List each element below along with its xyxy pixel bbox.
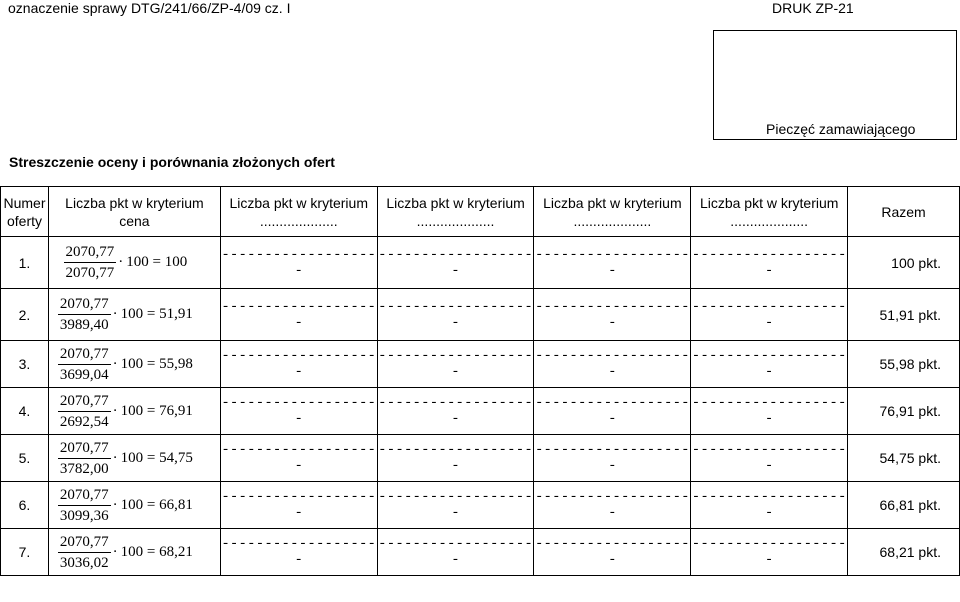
- criterion-3-value: -------------------: [534, 289, 691, 341]
- fraction: [58, 486, 111, 525]
- offer-number: 6.: [1, 482, 49, 529]
- offer-number: 7.: [1, 529, 49, 576]
- header-total: Razem: [848, 187, 960, 237]
- criterion-3-value: -------------------: [534, 388, 691, 435]
- header-criterion-3: Liczba pkt w kryterium ....................: [534, 187, 691, 237]
- fraction: [58, 439, 111, 478]
- price-formula-cell: [48, 482, 220, 529]
- case-reference: oznaczenie sprawy DTG/241/66/ZP-4/09 cz. I: [8, 0, 291, 16]
- price-formula: [58, 486, 193, 525]
- fraction-denominator: 2070,77: [65, 265, 115, 281]
- multiply-sign: ·: [112, 306, 118, 322]
- offer-number: 1.: [1, 237, 49, 289]
- multiply-sign: ·: [112, 449, 118, 466]
- criterion-4-value: -------------------: [691, 482, 848, 529]
- table-row: [1, 435, 960, 482]
- offer-number: 3.: [1, 341, 49, 388]
- price-formula-cell: [48, 529, 220, 576]
- multiplier: 100: [120, 355, 144, 372]
- price-formula: [64, 243, 188, 282]
- fraction-denominator: 3699,04: [59, 366, 109, 383]
- table-header-row: [1, 187, 960, 237]
- criterion-2-value: -------------------: [377, 435, 534, 482]
- formula-result: = 76,91: [143, 402, 193, 419]
- criterion-2-value: -------------------: [377, 289, 534, 341]
- criterion-1-value: -------------------: [220, 435, 377, 482]
- criterion-2-value: -------------------: [377, 388, 534, 435]
- criterion-3-value: -------------------: [534, 482, 691, 529]
- offer-number: 5.: [1, 435, 49, 482]
- multiplier: 100: [120, 543, 144, 560]
- multiplier: 100: [126, 254, 149, 270]
- table-row: [1, 388, 960, 435]
- offer-number: 2.: [1, 289, 49, 341]
- fraction-numerator: 2070,77: [58, 533, 111, 553]
- price-formula: [58, 345, 193, 384]
- total-points: 55,98 pkt.: [848, 341, 960, 388]
- criterion-1-value: -------------------: [220, 341, 377, 388]
- summary-title: Streszczenie oceny i porównania złożonych ofert: [9, 154, 335, 170]
- offer-number: 4.: [1, 388, 49, 435]
- fraction-numerator: 2070,77: [64, 243, 117, 263]
- price-formula: [58, 392, 193, 431]
- criterion-4-value: -------------------: [691, 289, 848, 341]
- fraction: [64, 243, 117, 282]
- multiply-sign: ·: [112, 402, 118, 419]
- table-row: [1, 289, 960, 341]
- results-table: [0, 186, 960, 576]
- multiplier: 100: [120, 496, 144, 513]
- fraction: [58, 295, 111, 334]
- header-criterion-1: Liczba pkt w kryterium ....................: [220, 187, 377, 237]
- criterion-4-value: -------------------: [691, 237, 848, 289]
- formula-result: = 100: [148, 254, 188, 270]
- multiply-sign: ·: [112, 543, 118, 560]
- formula-result: = 51,91: [143, 306, 193, 322]
- stamp-label: Pieczęć zamawiającego: [766, 121, 916, 137]
- fraction-denominator: 3989,40: [59, 317, 109, 333]
- table-row: [1, 237, 960, 289]
- criterion-4-value: -------------------: [691, 341, 848, 388]
- price-formula-cell: [48, 388, 220, 435]
- formula-result: = 55,98: [143, 355, 193, 372]
- multiply-sign: ·: [112, 496, 118, 513]
- header-number: Numer oferty: [1, 187, 49, 237]
- fraction: [58, 533, 111, 572]
- header-price: Liczba pkt w kryterium cena: [48, 187, 220, 237]
- price-formula-cell: [48, 289, 220, 341]
- multiply-sign: ·: [112, 355, 118, 372]
- table-row: [1, 529, 960, 576]
- header-criterion-4: Liczba pkt w kryterium ....................: [691, 187, 848, 237]
- formula-result: = 66,81: [143, 496, 193, 513]
- criterion-3-value: -------------------: [534, 237, 691, 289]
- fraction: [58, 345, 111, 384]
- table-row: [1, 482, 960, 529]
- total-points: 76,91 pkt.: [848, 388, 960, 435]
- total-points: 68,21 pkt.: [848, 529, 960, 576]
- total-points: 51,91 pkt.: [848, 289, 960, 341]
- price-formula-cell: [48, 237, 220, 289]
- criterion-2-value: -------------------: [377, 482, 534, 529]
- criterion-4-value: -------------------: [691, 388, 848, 435]
- fraction-numerator: 2070,77: [58, 439, 111, 459]
- criterion-2-value: -------------------: [377, 237, 534, 289]
- total-points: 100 pkt.: [848, 237, 960, 289]
- multiplier: 100: [120, 306, 144, 322]
- criterion-1-value: -------------------: [220, 529, 377, 576]
- price-formula: [58, 533, 193, 572]
- fraction-denominator: 2692,54: [59, 413, 109, 430]
- fraction-numerator: 2070,77: [58, 392, 111, 412]
- criterion-1-value: -------------------: [220, 289, 377, 341]
- fraction-numerator: 2070,77: [58, 486, 111, 506]
- header-criterion-2: Liczba pkt w kryterium ....................: [377, 187, 534, 237]
- fraction-denominator: 3036,02: [59, 554, 109, 571]
- formula-result: = 68,21: [143, 543, 193, 560]
- criterion-1-value: -------------------: [220, 388, 377, 435]
- formula-result: = 54,75: [143, 449, 193, 466]
- fraction-denominator: 3099,36: [59, 507, 109, 524]
- criterion-3-value: -------------------: [534, 341, 691, 388]
- fraction: [58, 392, 111, 431]
- price-formula-cell: [48, 341, 220, 388]
- table-row: [1, 341, 960, 388]
- multiplier: 100: [120, 402, 144, 419]
- criterion-2-value: -------------------: [377, 529, 534, 576]
- criterion-4-value: -------------------: [691, 435, 848, 482]
- multiply-sign: ·: [118, 254, 124, 270]
- form-code: DRUK ZP-21: [772, 0, 854, 16]
- criterion-2-value: -------------------: [377, 341, 534, 388]
- criterion-1-value: -------------------: [220, 482, 377, 529]
- total-points: 66,81 pkt.: [848, 482, 960, 529]
- multiplier: 100: [120, 449, 144, 466]
- price-formula: [58, 439, 193, 478]
- price-formula: [58, 295, 193, 334]
- fraction-numerator: 2070,77: [58, 345, 111, 365]
- total-points: 54,75 pkt.: [848, 435, 960, 482]
- criterion-1-value: -------------------: [220, 237, 377, 289]
- price-formula-cell: [48, 435, 220, 482]
- criterion-3-value: -------------------: [534, 529, 691, 576]
- fraction-denominator: 3782,00: [59, 460, 109, 477]
- criterion-3-value: -------------------: [534, 435, 691, 482]
- criterion-4-value: -------------------: [691, 529, 848, 576]
- fraction-numerator: 2070,77: [58, 295, 111, 315]
